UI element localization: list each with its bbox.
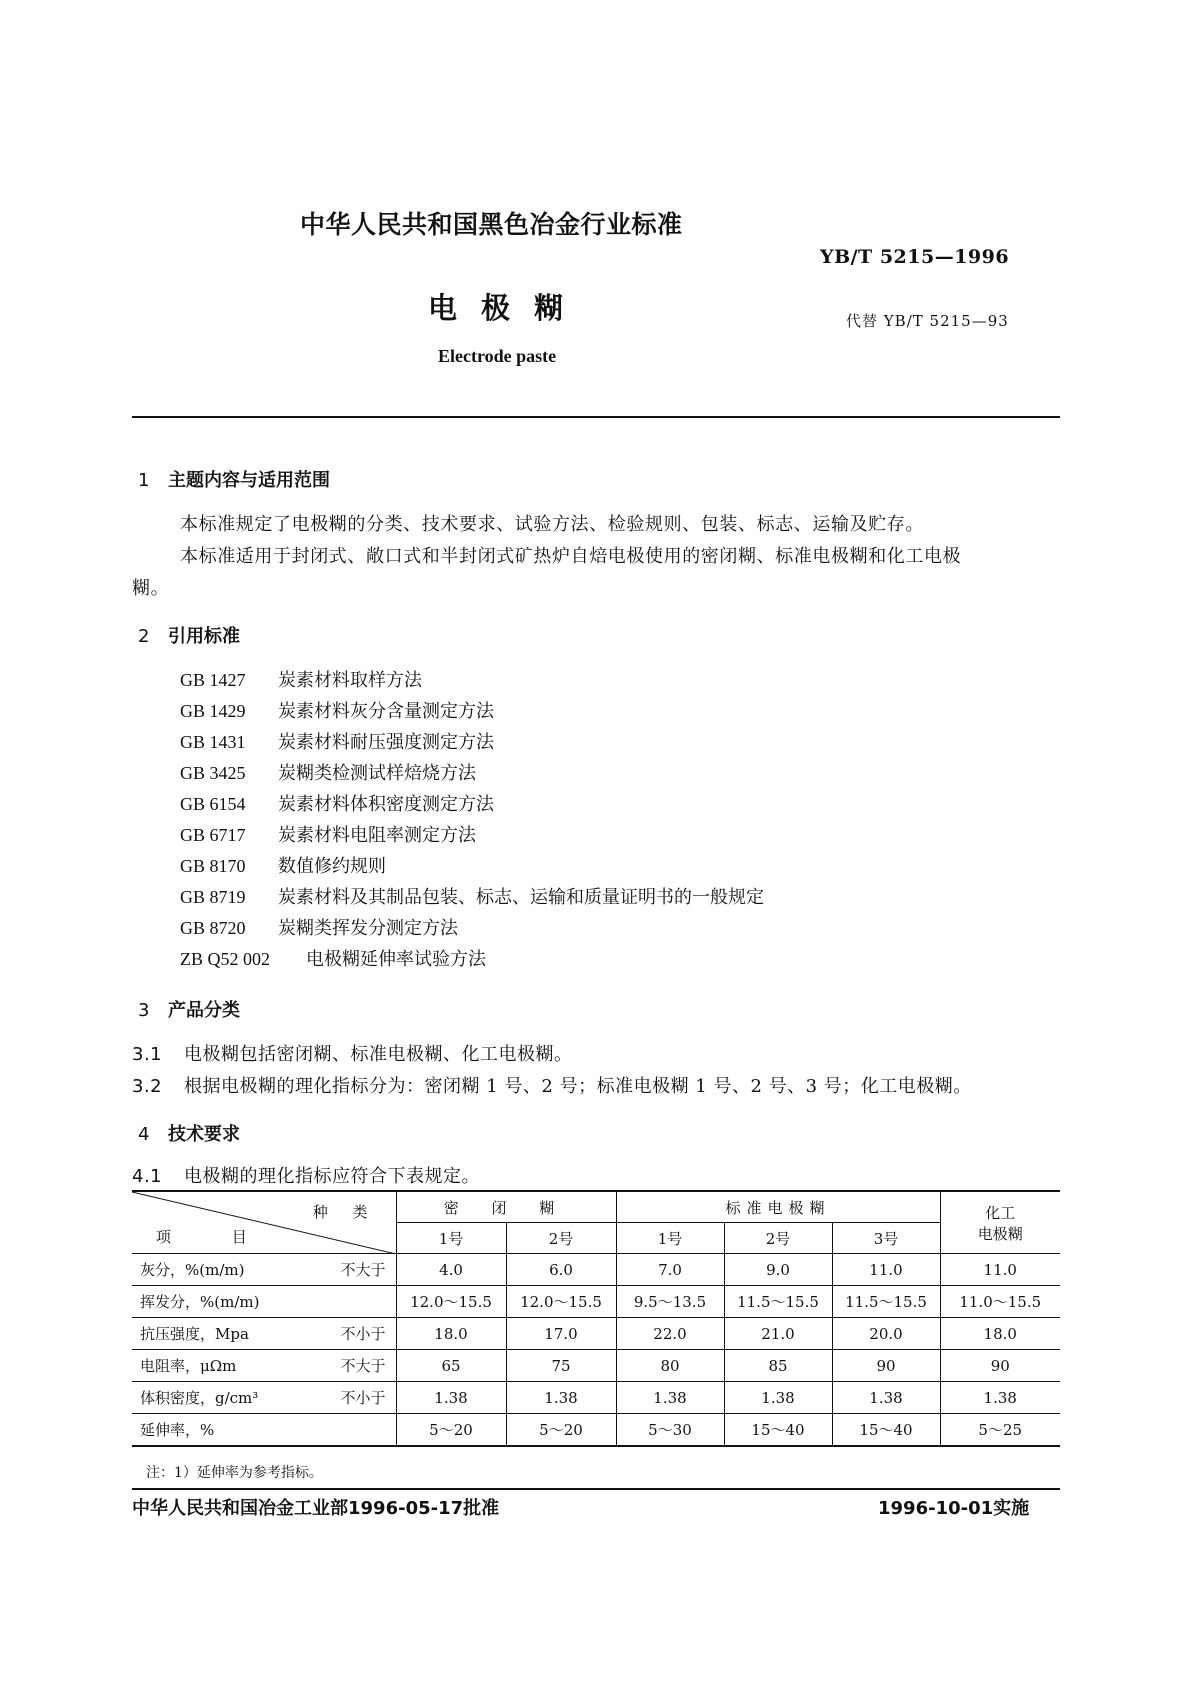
reference-item: GB 8170 数值修约规则 [180,856,386,877]
clause-4-1: 4.1 电极糊的理化指标应符合下表规定。 [132,1166,480,1187]
referenced-standards-list [180,666,764,976]
group-header-sealed-paste: 密 闭 糊 [396,1191,616,1223]
table-row: 灰分，%(m/m) 不大于 4.0 6.0 7.0 9.0 11.0 11.0 [132,1254,1060,1286]
replaces-standard: 代替 YB/T 5215—93 [846,312,1009,330]
reference-item: GB 1427 炭素材料取样方法 [180,670,422,691]
table-corner-header [132,1191,396,1254]
section-number: 1 [138,470,150,491]
section-1-heading [138,466,330,492]
standard-number: YB/T 5215—1996 [820,246,1010,268]
section-title: 技术要求 [168,1124,240,1145]
english-title: Electrode paste [438,346,557,366]
sub-header: 1号 [396,1223,506,1254]
section-1-paragraph-2: 本标准适用于封闭式、敞口式和半封闭式矿热炉自焙电极使用的密闭糊、标准电极糊和化工电极 [180,546,962,567]
reference-item: GB 8720 炭糊类挥发分测定方法 [180,918,458,939]
approval-line: 中华人民共和国冶金工业部1996-05-17批准 [132,1498,500,1519]
reference-item: GB 6717 炭素材料电阻率测定方法 [180,825,476,846]
group-header-standard-paste: 标准电极糊 [616,1191,940,1223]
header-kind-label: 种 类 [312,1203,378,1221]
table-row: 体积密度，g/cm³ 不小于 1.38 1.38 1.38 1.38 1.38 1.38 [132,1382,1060,1414]
reference-item: GB 6154 炭素材料体积密度测定方法 [180,794,494,815]
clause-3-1: 3.1 电极糊包括密闭糊、标准电极糊、化工电极糊。 [132,1044,573,1065]
table-row: 延伸率，% 5～20 5～20 5～30 15～40 15～40 5～25 [132,1414,1060,1447]
section-title: 引用标准 [168,626,240,647]
issuing-organization-title: 中华人民共和国黑色冶金行业标准 [300,210,683,239]
section-3-heading [138,996,240,1022]
document-title: 电极糊 [428,291,588,325]
header-divider [132,416,1060,418]
sub-header: 1号 [616,1223,724,1254]
section-number: 2 [138,626,150,647]
section-4-heading [138,1120,240,1146]
footer-divider [132,1488,1060,1490]
group-header-chemical-paste: 化工 电极糊 [940,1191,1060,1254]
physicochemical-spec-table [132,1190,1060,1447]
reference-item: GB 1431 炭素材料耐压强度测定方法 [180,732,494,753]
header-item-label: 项 目 [156,1228,275,1246]
section-title: 主题内容与适用范围 [168,470,330,491]
reference-item: GB 1429 炭素材料灰分含量测定方法 [180,701,494,722]
reference-item: GB 3425 炭糊类检测试样焙烧方法 [180,763,476,784]
section-1-paragraph-2-cont: 糊。 [132,578,170,599]
effective-date: 1996-10-01实施 [878,1498,1030,1519]
sub-header: 3号 [832,1223,940,1254]
table-row: 抗压强度，Mpa 不小于 18.0 17.0 22.0 21.0 20.0 18.0 [132,1318,1060,1350]
sub-header: 2号 [724,1223,832,1254]
reference-item: ZB Q52 002 电极糊延伸率试验方法 [180,949,486,970]
table-footnote: 注：1）延伸率为参考指标。 [146,1465,323,1481]
section-number: 3 [138,1000,150,1021]
section-2-heading [138,622,240,648]
table-row: 电阻率，μΩm 不大于 65 75 80 85 90 90 [132,1350,1060,1382]
table-row: 挥发分，%(m/m) 12.0～15.5 12.0～15.5 9.5～13.5 11.5～15.5 11.5～15.5 11.0～15.5 [132,1286,1060,1318]
reference-item: GB 8719 炭素材料及其制品包装、标志、运输和质量证明书的一般规定 [180,887,764,908]
section-1-paragraph-1: 本标准规定了电极糊的分类、技术要求、试验方法、检验规则、包装、标志、运输及贮存。 [180,514,924,535]
clause-3-2: 3.2 根据电极糊的理化指标分为：密闭糊 1 号、2 号；标准电极糊 1 号、2 号、3 号；化工电极糊。 [132,1076,972,1097]
section-title: 产品分类 [168,1000,240,1021]
section-number: 4 [138,1124,150,1145]
sub-header: 2号 [506,1223,616,1254]
